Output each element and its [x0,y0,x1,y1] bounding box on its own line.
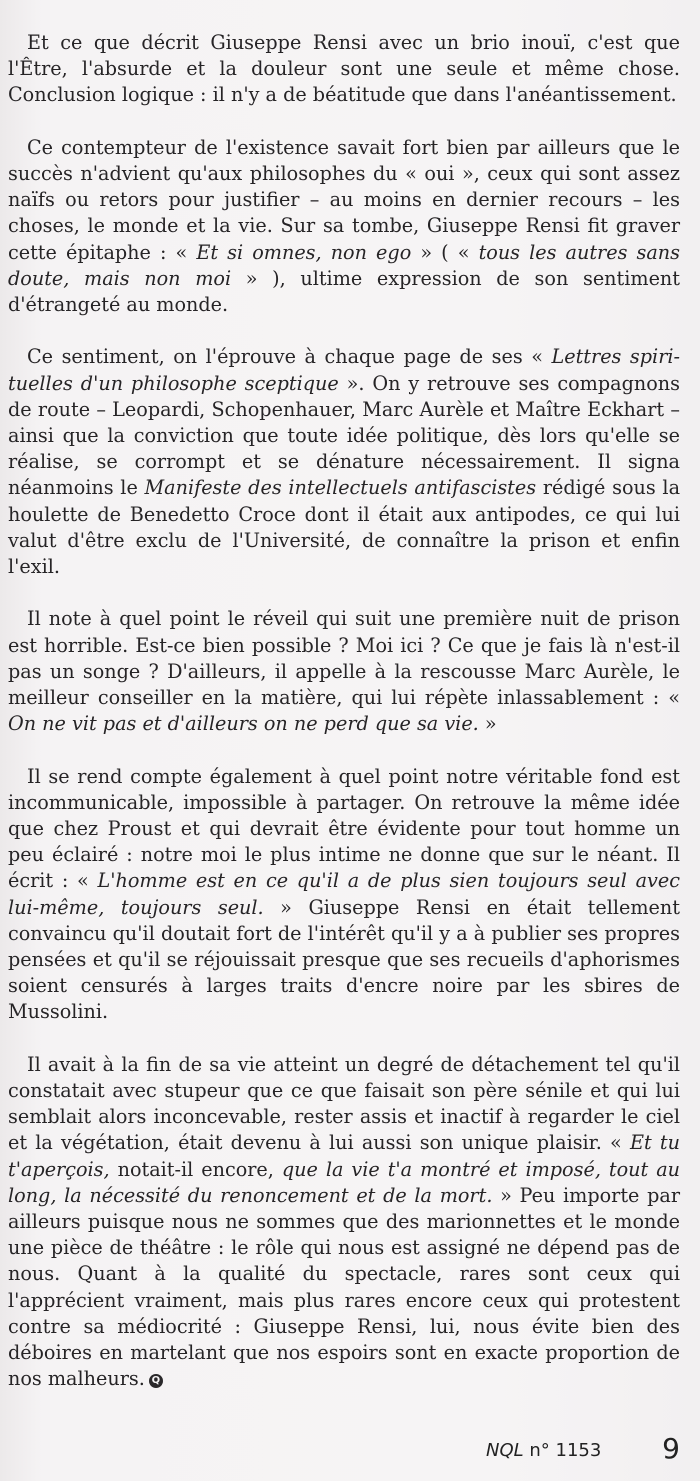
end-of-article-logo-icon: Q [149,1374,163,1388]
paragraph-6-text: Il avait à la fin de sa vie atteint un degré de détachement tel qu'il constatait avec stupeur que ce que faisait son père sénile et qui lui semblait alors inconcevable, rester assis et inactif à regarder le ciel et la végétation, était devenu à lui aussi son unique plaisir. « [8,1052,680,1155]
manifesto-title: Manifeste des intellectuels antifascistes [144,476,537,500]
rensi-quote-part-2: que la vie t'a montré et imposé, tout au long, la nécessité du renoncement et de la mort. [8,1157,680,1207]
paragraph-4-text: » [478,712,497,736]
rensi-quote-part-1: Et tu t'aperçois, [8,1131,680,1181]
paragraph-3-text: Ce sentiment, on l'éprouve à chaque page de ses « [27,345,552,369]
paragraph-5 [8,764,680,1026]
paragraph-5-text: » Giuseppe Rensi en était tellement convaincu qu'il doutait fort de l'intérêt qu'il y a à publier ses propres pensées et qu'il se réjouissait presque que ses recueils d'aphorismes soient censurés à larges traits d'encre noire par les sbires de Mussolini. [8,895,680,1024]
paragraph-6-text: » Peu importe par ailleurs puisque nous ne sommes que des marionnettes et le monde une pièce de théâtre : le rôle qui nous est assigné ne dépend pas de nous. Quant à la qualité du spectacle, rares sont ceux qui l'apprécient vraiment, mais plus rares encore ceux qui protestent contre sa médiocrité : Giuseppe Rensi, lui, nous évite bien des déboires en martelant que nos espoirs sont en exacte proportion de nos malheurs. [8,1183,680,1391]
marcus-aurelius-quote: On ne vit pas et d'ailleurs on ne perd que sa vie. [8,712,479,736]
paragraph-6 [8,1052,680,1393]
paragraph-2-text: » ( « [411,240,479,264]
rensi-quote: L'homme est en ce qu'il a de plus sien toujours seul avec lui-même, toujours seul. [8,869,680,919]
page-footer [470,1434,680,1466]
paragraph-1-text: Et ce que décrit Giuseppe Rensi avec un brio inouï, c'est que l'Être, l'absurde et la douleur sont une seule et même chose. Conclusion logique : il n'y a de béatitude que dans l'anéantissement. [8,31,680,107]
page-number: 9 [662,1432,680,1465]
issue-number: n° 1153 [523,1440,602,1461]
epitaph-translation: tous les autres sans doute, mais non moi [8,240,680,290]
paragraph-6-text: notait-il encore, [109,1157,282,1181]
paragraph-5-text: Il se rend compte également à quel point notre véritable fond est incommunicable, impossible à partager. On retrouve la même idée que chez Proust et qui devrait être évidente pour tout homme un peu éclairé : notre moi le plus intime ne donne que sur le néant. Il écrit : « [8,764,680,893]
paragraph-4-text: Il note à quel point le réveil qui suit une première nuit de prison est horrible. Est-ce bien possible ? Moi ici ? Ce que je fais là n'est-il pas un songe ? D'ailleurs, il appelle à la rescousse Marc Aurèle, le meilleur conseiller en la matière, qui lui répète inlassablement : « [8,607,680,710]
paragraph-3-text: rédigé sous la houlette de Benedetto Croce dont il était aux antipodes, ce qui lui valut d'être exclu de l'Université, de connaître la prison et enfin l'exil. [8,476,681,579]
paragraph-3 [8,344,680,580]
paragraph-2-text: Ce contempteur de l'existence savait fort bien par ailleurs que le succès n'advient qu'aux philosophes du « oui », ceux qui sont assez naïfs ou retors pour justifier – au moins en dernier recours – les choses, le monde et la vie. Sur sa tombe, Giuseppe Rensi fit graver cette épitaphe : « [8,135,680,264]
book-title: Lettres spirituelles d'un philosophe sceptique [8,345,680,395]
magazine-name: NQL [486,1440,524,1461]
paragraph-2-text: » ), ultime expression de son sentiment d'étrangeté au monde. [8,266,680,317]
paragraph-3-text: ». On y retrouve ses compagnons de route – Leopardi, Schopenhauer, Marc Aurèle et Maître Eckhart – ainsi que la conviction que toute idée politique, dès lors qu'elle se réalise, se corrompt et se dénature nécessairement. Il signa néanmoins le [8,371,680,500]
paragraph-1 [8,30,680,109]
epitaph-latin: Et si omnes, non ego [196,240,412,264]
issue-label [486,1440,601,1461]
paragraph-2 [8,135,680,318]
paragraph-4 [8,606,680,737]
article-body [8,30,680,1419]
